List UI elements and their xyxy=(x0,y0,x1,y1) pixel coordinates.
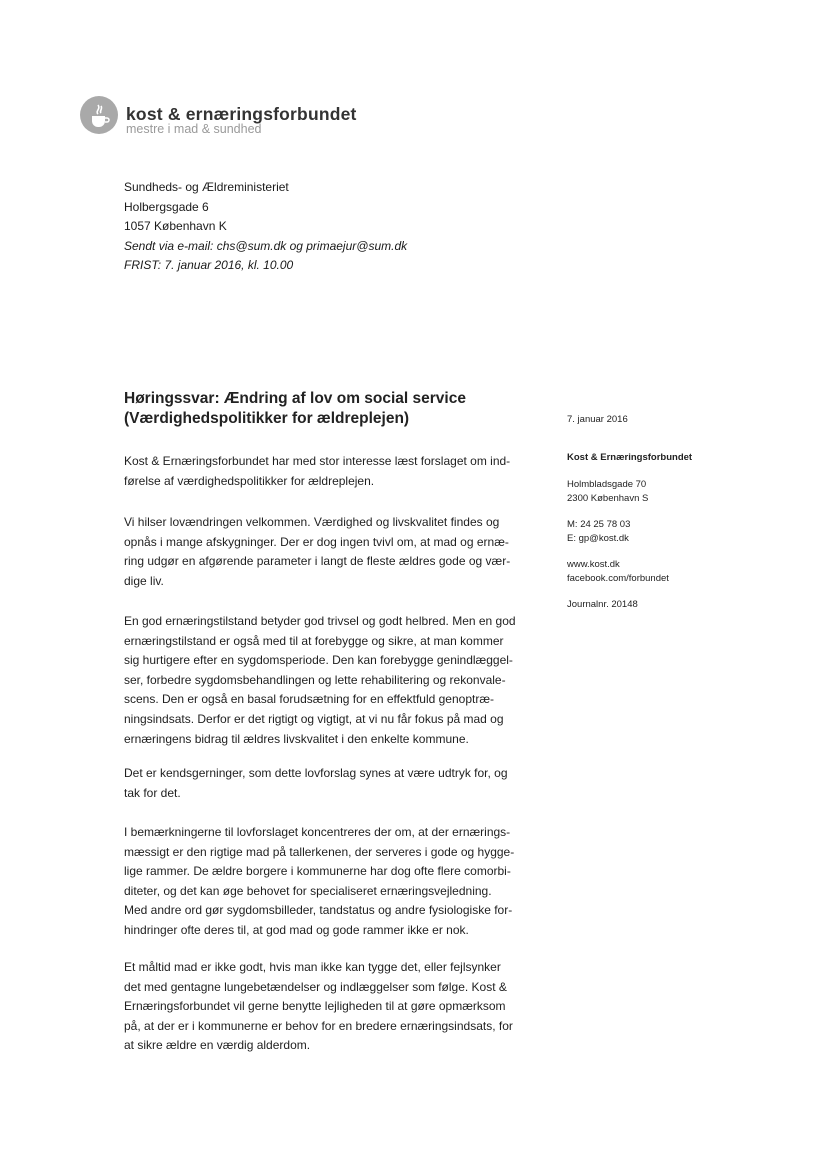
links xyxy=(567,558,669,585)
paragraph xyxy=(124,513,544,591)
address-line: 2300 København S xyxy=(567,492,649,504)
paragraph-line: sig hurtigere efter en sygdomsperiode. Den kan forebygge genindlæggel- xyxy=(124,653,513,668)
recipient-line: Sundheds- og Ældreministeriet xyxy=(124,180,289,194)
journal-number: Journalnr. 20148 xyxy=(567,599,638,610)
contact xyxy=(567,518,630,545)
logo-tagline: mestre i mad & sundhed xyxy=(126,122,262,136)
sender-org: Kost & Ernæringsforbundet xyxy=(567,452,693,463)
recipient-line: Holbergsgade 6 xyxy=(124,199,209,214)
facebook-link[interactable]: facebook.com/forbundet xyxy=(567,572,669,584)
logo-name: kost & ernæringsforbundet xyxy=(126,104,357,124)
paragraph-line: lige rammer. De ældre borgere i kommunerne har dog ofte flere comorbi- xyxy=(124,864,511,879)
paragraph-line: Vi hilser lovændringen velkommen. Værdighed og livskvalitet findes og xyxy=(124,515,500,529)
paragraph-line: I bemærkningerne til lovforslaget koncentreres der om, at der ernærings- xyxy=(124,825,511,839)
recipient-address xyxy=(124,178,407,276)
paragraph-line: førelse af værdighedspolitikker for ældreplejen. xyxy=(124,473,375,488)
paragraph-line: mæssigt er den rigtige mad på tallerkenen, der serveres i gode og hygge- xyxy=(124,844,515,859)
paragraph-line: diteter, og det kan øge behovet for specialiseret ernæringsvejledning. xyxy=(124,883,492,898)
paragraph-line: hindringer ofte deres til, at god mad og gode rammer ikke er nok. xyxy=(124,922,469,937)
paragraph-line: dige liv. xyxy=(124,573,164,588)
paragraph-line: Ernæringsforbundet vil gerne benytte lejligheden til at gøre opmærksom xyxy=(124,999,506,1014)
title-line: (Værdighedspolitikker for ældreplejen) xyxy=(124,410,410,427)
address-line: Holmbladsgade 70 xyxy=(567,479,647,490)
paragraph xyxy=(124,823,544,941)
phone: M: 24 25 78 03 xyxy=(567,519,631,530)
paragraph-line: ring udgør en afgørende parameter i langt de fleste ældres gode og vær- xyxy=(124,554,511,569)
paragraph-line: Kost & Ernæringsforbundet har med stor interesse læst forslaget om ind- xyxy=(124,454,511,468)
document-title xyxy=(124,389,466,429)
recipient-line: 1057 København K xyxy=(124,219,227,233)
paragraph-line: at sikre ældre en værdig alderdom. xyxy=(124,1038,311,1053)
paragraph-line: ningsindsats. Derfor er det rigtigt og vigtigt, at vi nu får fokus på mad og xyxy=(124,711,504,726)
email: E: gp@kost.dk xyxy=(567,532,629,544)
paragraph-line: En god ernæringstilstand betyder god trivsel og godt helbred. Men en god xyxy=(124,614,516,628)
paragraph xyxy=(124,958,544,1056)
paragraph-line: opnås i mange afskygninger. Der er dog ingen tvivl om, at mad og ernæ- xyxy=(124,534,509,549)
title-line: Høringssvar: Ændring af lov om social service xyxy=(124,390,466,407)
paragraph-line: det med gentagne lungebetændelser og indlæggelser som følge. Kost & xyxy=(124,979,507,994)
paragraph-line: ernæringstilstand er også med til at forebygge og sikre, at man kommer xyxy=(124,633,504,648)
website-link[interactable]: www.kost.dk xyxy=(567,559,620,570)
letter-date: 7. januar 2016 xyxy=(567,414,628,425)
paragraph-line: Det er kendsgerninger, som dette lovforslag synes at være udtryk for, og xyxy=(124,766,508,780)
logo-cup-icon xyxy=(80,96,118,134)
paragraph-line: ernæringens bidrag til ældres livskvalitet i den enkelte kommune. xyxy=(124,731,469,746)
paragraph-line: på, at der er i kommunerne er behov for en bredere ernæringsindsats, for xyxy=(124,1018,513,1033)
paragraph xyxy=(124,612,544,749)
paragraph-line: tak for det. xyxy=(124,785,181,800)
paragraph-line: Med andre ord gør sygdomsbilleder, tandstatus og andre fysiologiske for- xyxy=(124,903,513,918)
paragraph-line: scens. Den er også en basal forudsætning for en effektfuld genoptræ- xyxy=(124,692,495,707)
sent-via: Sendt via e-mail: chs@sum.dk og primaejur@sum.dk xyxy=(124,238,408,253)
paragraph-line: ser, forbedre sygdomsbehandlingen og lette rehabilitering og rekonvale- xyxy=(124,672,506,687)
deadline: FRIST: 7. januar 2016, kl. 10.00 xyxy=(124,258,294,272)
sender-address xyxy=(567,478,648,505)
paragraph xyxy=(124,452,544,491)
paragraph xyxy=(124,764,544,803)
paragraph-line: Et måltid mad er ikke godt, hvis man ikke kan tygge det, eller fejlsynker xyxy=(124,960,501,974)
